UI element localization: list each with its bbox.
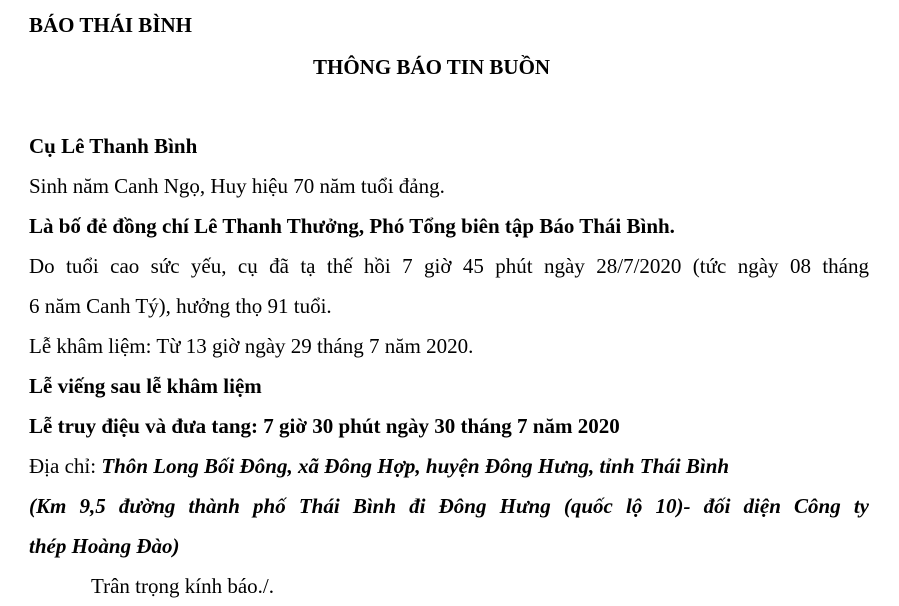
visitation-info: Lễ viếng sau lễ khâm liệm bbox=[29, 374, 262, 398]
relation-info: Là bố đẻ đồng chí Lê Thanh Thưởng, Phó Tổng biên tập Báo Thái Bình. bbox=[29, 214, 675, 238]
address-line-1 bbox=[29, 453, 729, 479]
address-line-3: thép Hoàng Đào) bbox=[29, 534, 180, 558]
closing-remark: Trân trọng kính báo./. bbox=[91, 574, 274, 598]
shrouding-info: Lễ khâm liệm: Từ 13 giờ ngày 29 tháng 7 năm 2020. bbox=[29, 334, 474, 358]
deceased-name: Cụ Lê Thanh Bình bbox=[29, 134, 198, 158]
notice-title: THÔNG BÁO TIN BUỒN bbox=[313, 55, 551, 79]
address-label: Địa chỉ: bbox=[29, 454, 102, 478]
address-line-2: (Km 9,5 đường thành phố Thái Bình đi Đông Hưng (quốc lộ 10)- đối diện Công ty bbox=[29, 494, 869, 518]
funeral-info: Lễ truy điệu và đưa tang: 7 giờ 30 phút ngày 30 tháng 7 năm 2020 bbox=[29, 414, 620, 438]
death-info-line-2: 6 năm Canh Tý), hưởng thọ 91 tuổi. bbox=[29, 294, 332, 318]
newspaper-name: BÁO THÁI BÌNH bbox=[29, 13, 192, 37]
death-info-line-1: Do tuổi cao sức yếu, cụ đã tạ thế hồi 7 giờ 45 phút ngày 28/7/2020 (tức ngày 08 tháng bbox=[29, 254, 869, 278]
address-text: Thôn Long Bối Đông, xã Đông Hợp, huyện Đông Hưng, tỉnh Thái Bình bbox=[101, 454, 730, 478]
birth-info: Sinh năm Canh Ngọ, Huy hiệu 70 năm tuổi đảng. bbox=[29, 174, 445, 198]
